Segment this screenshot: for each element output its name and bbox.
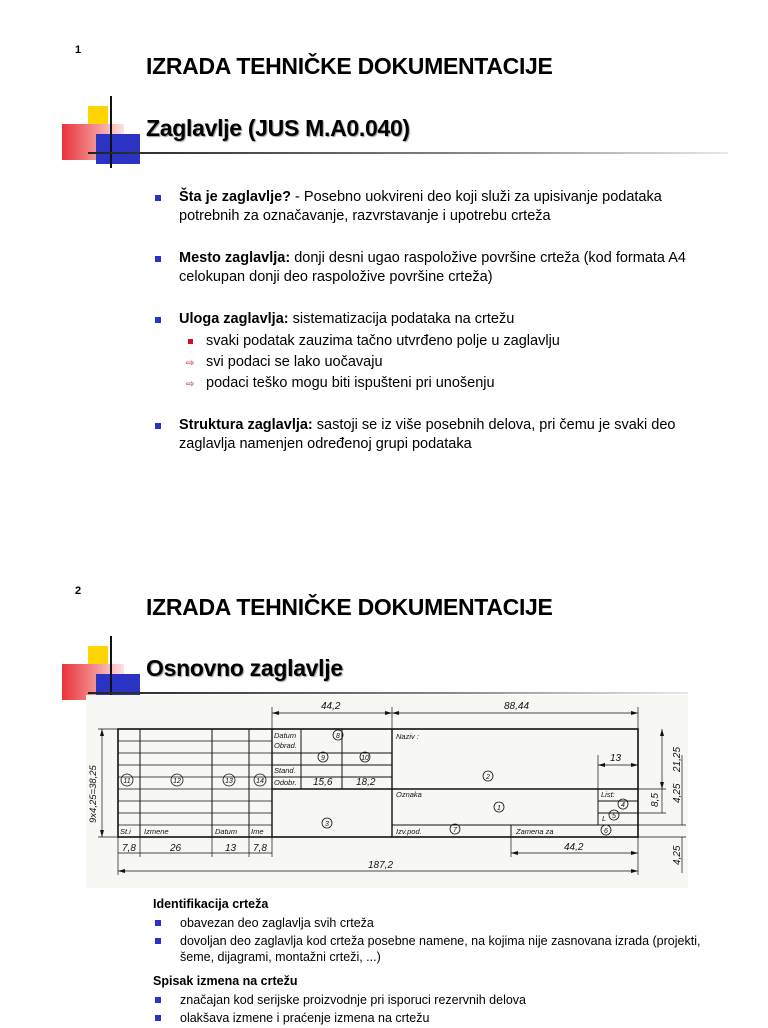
callout-number: 11 bbox=[123, 778, 131, 785]
sub-list-item: ⇨ svi podaci se lako uočavaju bbox=[179, 353, 712, 372]
callout-number: 13 bbox=[225, 778, 233, 785]
field-label: Datum bbox=[274, 731, 297, 740]
dim-label: 8,5 bbox=[650, 793, 661, 807]
sub-list-item: ⇨ podaci teško mogu biti ispušteni pri unošenju bbox=[179, 374, 712, 393]
dim-label: 13 bbox=[225, 843, 237, 854]
dim-label: 88,44 bbox=[504, 701, 530, 712]
arrow-bullet-icon: ⇨ bbox=[186, 358, 195, 369]
field-label: Naziv : bbox=[396, 732, 419, 741]
bullet-list bbox=[152, 188, 712, 454]
list-item: Šta je zaglavlje? - Posebno uokvireni deo koji služi za upisivanje podataka potrebnih za označavanje, razvrstavanje i upotrebu crteža bbox=[152, 188, 712, 226]
square-bullet-icon bbox=[188, 339, 193, 344]
field-label: L bbox=[602, 814, 607, 823]
field-label: List: bbox=[601, 790, 615, 799]
callout-number: 6 bbox=[604, 828, 608, 835]
dim-label: 4,25 bbox=[672, 783, 683, 803]
dim-label: 13 bbox=[610, 753, 622, 764]
dim-label: 9x4,25=38,25 bbox=[88, 765, 99, 823]
callout-number: 2 bbox=[486, 774, 490, 781]
list-item: obavezan deo zaglavlja svih crteža bbox=[153, 915, 713, 931]
dim-label: 44,2 bbox=[321, 701, 341, 712]
callout-number: 1 bbox=[497, 805, 501, 812]
callout-number: 10 bbox=[361, 755, 369, 762]
dim-label: 15,6 bbox=[313, 777, 333, 788]
field-label: Ime bbox=[251, 827, 264, 836]
arrow-bullet-icon: ⇨ bbox=[186, 379, 195, 390]
list-item: Struktura zaglavlja: sastoji se iz više posebnih delova, pri čemu je svaki deo zaglavlja namenjen određenoj grupi podataka bbox=[152, 416, 712, 454]
lower-text bbox=[153, 896, 713, 1028]
callout-number: 9 bbox=[321, 755, 325, 762]
list-item: olakšava izmene i praćenje izmena na crtežu bbox=[153, 1010, 713, 1026]
callout-number: 14 bbox=[256, 778, 264, 785]
slide-title: IZRADA TEHNIČKE DOKUMENTACIJE bbox=[146, 53, 553, 79]
field-label: Oznaka bbox=[396, 790, 422, 799]
dim-label: 44,2 bbox=[564, 842, 584, 853]
callout-number: 4 bbox=[621, 802, 625, 809]
field-label: Izmene bbox=[144, 827, 169, 836]
list-item: značajan kod serijske proizvodnje pri isporuci rezervnih delova bbox=[153, 992, 713, 1008]
callout-number: 8 bbox=[336, 733, 340, 740]
section-heading: Spisak izmena na crtežu bbox=[153, 974, 298, 988]
list-item: Uloga zaglavlja: sistematizacija podataka na crtežu svaki podatak zauzima tačno utvrđeno polje u zaglavlju ⇨ svi podaci se lako uočavaju ⇨ podaci teško mogu biti ispušteni pri unošenju bbox=[152, 310, 712, 393]
slide-subtitle: Osnovno zaglavlje bbox=[146, 655, 343, 681]
dim-label: 18,2 bbox=[356, 777, 376, 788]
title-block-drawing bbox=[86, 695, 688, 888]
title-rule bbox=[88, 692, 688, 694]
callout-number: 3 bbox=[325, 821, 329, 828]
dim-label: 7,8 bbox=[122, 843, 136, 854]
field-label: St.i bbox=[120, 827, 131, 836]
dim-label: 7,8 bbox=[253, 843, 267, 854]
callout-number: 5 bbox=[612, 813, 616, 820]
list-item: dovoljan deo zaglavlja kod crteža posebne namene, na kojima nije zasnovana izrada (projekti, šeme, dijagrami, montažni crteži, ...) bbox=[153, 933, 713, 965]
dim-label: 187,2 bbox=[368, 860, 394, 871]
field-label: Odobr. bbox=[274, 778, 297, 787]
section-heading: Identifikacija crteža bbox=[153, 897, 269, 911]
field-label: Izv.pod. bbox=[396, 827, 422, 836]
callout-number: 7 bbox=[453, 827, 457, 834]
field-label: Obrad. bbox=[274, 741, 297, 750]
slide-title: IZRADA TEHNIČKE DOKUMENTACIJE bbox=[146, 594, 553, 620]
field-label: Datum bbox=[215, 827, 238, 836]
field-label: Zamena za bbox=[516, 827, 554, 836]
dim-label: 4,25 bbox=[672, 845, 683, 865]
sub-list-item: svaki podatak zauzima tačno utvrđeno polje u zaglavlju bbox=[179, 332, 712, 351]
title-rule bbox=[88, 152, 728, 154]
slide-number: 2 bbox=[75, 585, 82, 597]
list-item: Mesto zaglavlja: donji desni ugao raspoložive površine crteža (kod formata A4 celokupan donji deo raspoložive površine crteža) bbox=[152, 249, 712, 287]
slide-2 bbox=[0, 545, 768, 1024]
dim-label: 21,25 bbox=[672, 746, 683, 772]
slide-subtitle: Zaglavlje (JUS M.A0.040) bbox=[146, 115, 410, 141]
dim-label: 26 bbox=[170, 843, 182, 854]
callout-number: 12 bbox=[173, 778, 181, 785]
field-label: Stand. bbox=[274, 766, 296, 775]
slide-number: 1 bbox=[75, 44, 82, 56]
